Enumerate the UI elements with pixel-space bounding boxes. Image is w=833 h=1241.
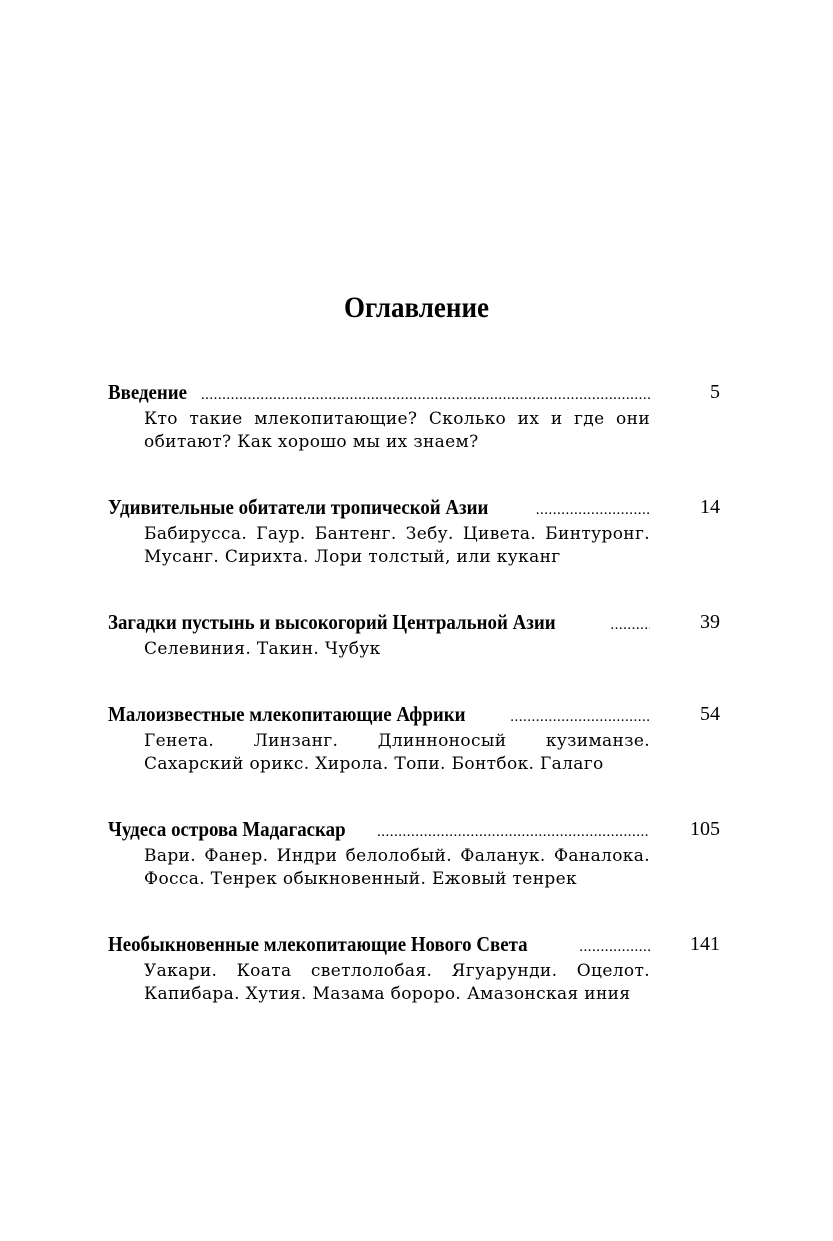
- toc-entry-title[interactable]: Введение: [108, 380, 188, 404]
- toc-entry-header: [108, 491, 720, 523]
- toc-leader: [108, 491, 650, 523]
- dot-leader: [377, 824, 650, 840]
- toc-leader: [108, 813, 650, 845]
- toc-entry-header: [108, 928, 720, 960]
- dot-leader: [579, 939, 650, 955]
- table-of-contents: [108, 376, 720, 1006]
- toc-entry-title[interactable]: Загадки пустынь и высокогорий Центральной Азии: [108, 610, 556, 634]
- toc-page-number[interactable]: 39: [700, 611, 720, 633]
- toc-page-number[interactable]: 5: [710, 381, 720, 403]
- toc-leader: [108, 376, 650, 408]
- toc-entry-title[interactable]: Малоизвестные млекопитающие Африки: [108, 702, 466, 726]
- dot-leader: [510, 709, 650, 725]
- toc-leader: [108, 928, 650, 960]
- toc-entry-introduction: [108, 376, 720, 454]
- toc-page-number[interactable]: 14: [700, 496, 720, 518]
- toc-entry-description: Селевиния. Такин. Чубук: [144, 639, 381, 659]
- toc-page-number[interactable]: 141: [690, 933, 720, 955]
- toc-entry-description: Кто такие млекопитающие? Сколько их и где они обитают? Как хорошо мы их знаем?: [144, 409, 650, 452]
- dot-leader: [610, 617, 650, 633]
- toc-entry-header: [108, 698, 720, 730]
- toc-entry-africa: [108, 698, 720, 776]
- toc-entry-description: Вари. Фанер. Индри белолобый. Фаланук. Фаналока. Фосса. Тенрек обыкновенный. Ежовый тенрек: [144, 846, 650, 889]
- toc-entry-header: [108, 606, 720, 638]
- toc-entry-madagascar: [108, 813, 720, 891]
- toc-entry-header: [108, 376, 720, 408]
- toc-entry-tropical-asia: [108, 491, 720, 569]
- toc-leader: [108, 606, 650, 638]
- page-title: Оглавление: [343, 291, 489, 325]
- toc-entry-title[interactable]: Удивительные обитатели тропической Азии: [108, 495, 489, 519]
- toc-entry-title[interactable]: Необыкновенные млекопитающие Нового Света: [108, 932, 528, 956]
- toc-entry-description: Бабирусса. Гаур. Бантенг. Зебу. Цивета. Бинтуронг. Мусанг. Сирихта. Лори толстый, или куканг: [144, 524, 650, 567]
- toc-entry-description: Уакари. Коата светлолобая. Ягуарунди. Оцелот. Капибара. Хутия. Мазама бороро. Амазонская иния: [144, 961, 650, 1004]
- dot-leader: [536, 502, 650, 518]
- toc-entry-description: Генета. Линзанг. Длинноносый кузиманзе. Сахарский орикс. Хирола. Топи. Бонтбок. Галаго: [144, 731, 650, 774]
- toc-page-number[interactable]: 54: [700, 703, 720, 725]
- toc-entry-title[interactable]: Чудеса острова Мадагаскар: [108, 817, 346, 841]
- toc-entry-new-world: [108, 928, 720, 1006]
- dot-leader: [201, 387, 650, 403]
- toc-entry-central-asia: [108, 606, 720, 661]
- toc-page-number[interactable]: 105: [690, 818, 720, 840]
- toc-leader: [108, 698, 650, 730]
- toc-entry-header: [108, 813, 720, 845]
